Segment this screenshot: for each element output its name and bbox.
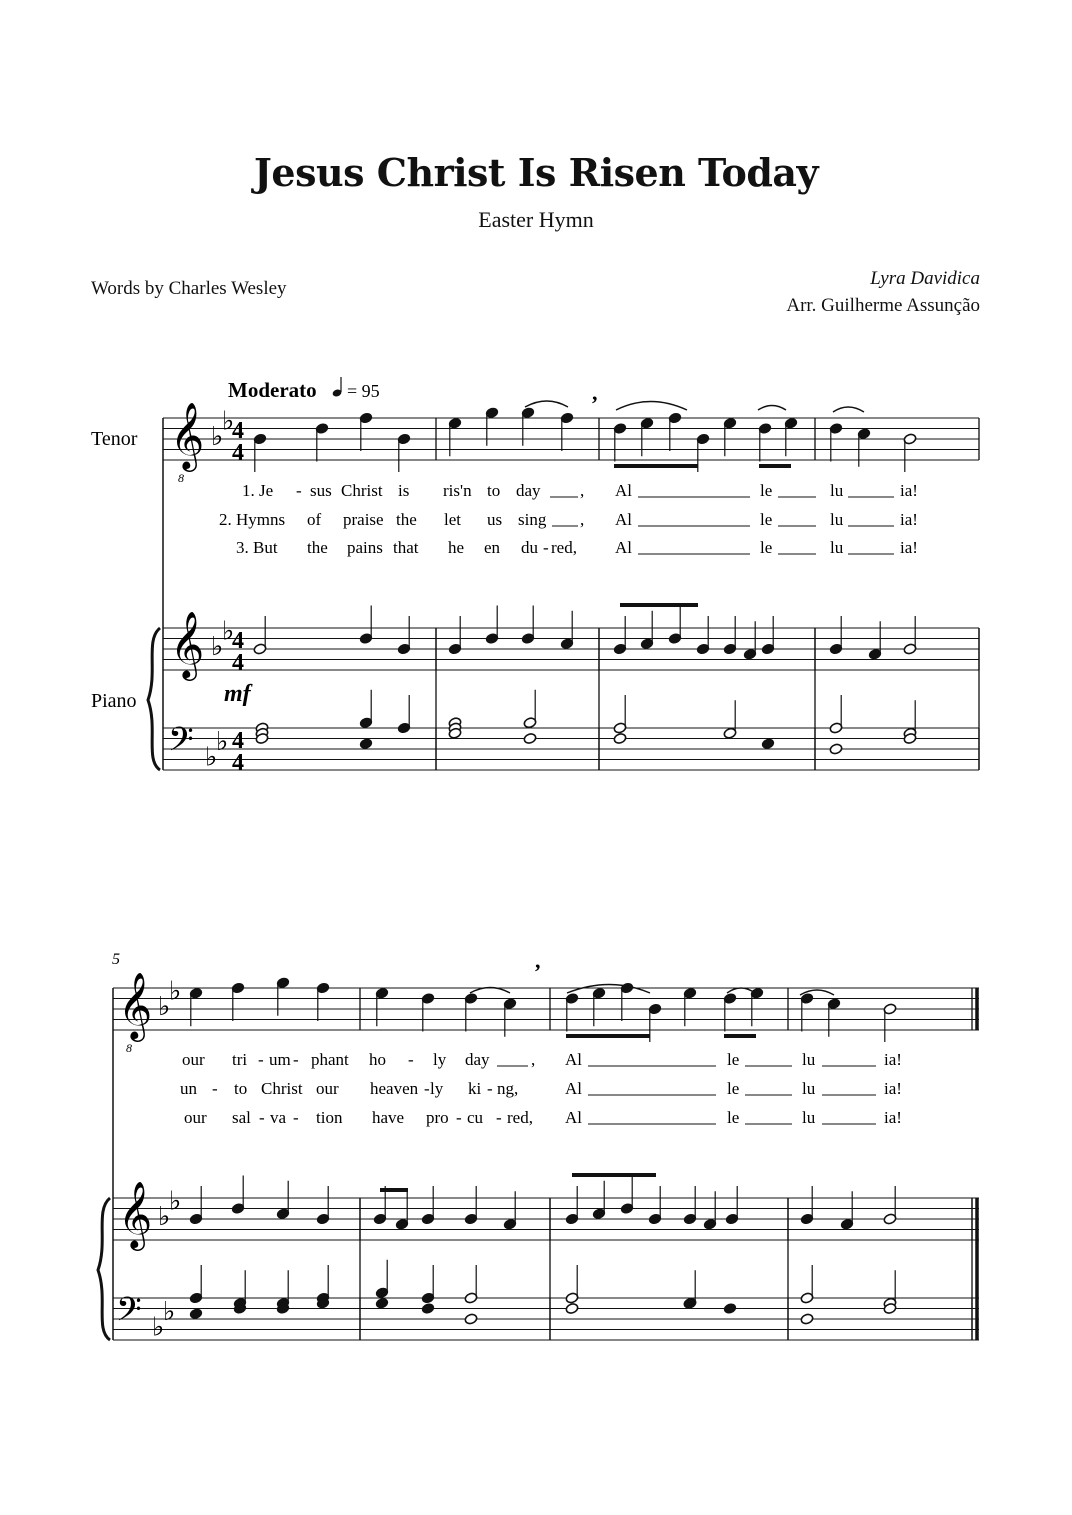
svg-text:♭: ♭ xyxy=(163,1296,176,1326)
tempo-marking: Moderato xyxy=(228,378,317,402)
svg-text:Christ: Christ xyxy=(261,1079,303,1098)
svg-text:the: the xyxy=(307,538,328,557)
svg-text:-: - xyxy=(456,1108,462,1127)
svg-text:ia!: ia! xyxy=(884,1079,902,1098)
lyric-extender-lines xyxy=(497,1066,876,1124)
svg-text:Al: Al xyxy=(615,481,632,500)
svg-text:lu: lu xyxy=(802,1079,816,1098)
lyrics-verse-2-line-2 xyxy=(180,1079,902,1098)
svg-text:Christ: Christ xyxy=(341,481,383,500)
svg-text:4: 4 xyxy=(232,440,244,466)
tempo-value: = 95 xyxy=(347,381,380,401)
lyricist-credit: Words by Charles Wesley xyxy=(91,278,287,299)
treble-8vb-clef-icon xyxy=(118,973,152,1055)
svg-text:3. But: 3. But xyxy=(236,538,278,557)
svg-text:sal: sal xyxy=(232,1108,251,1127)
svg-text:us: us xyxy=(487,510,503,529)
svg-text:4: 4 xyxy=(232,728,244,754)
svg-text:praise: praise xyxy=(343,510,384,529)
svg-text:Al: Al xyxy=(565,1050,582,1069)
svg-text:-: - xyxy=(424,1079,430,1098)
svg-text:-: - xyxy=(258,1050,264,1069)
svg-text:♭: ♭ xyxy=(158,992,171,1021)
svg-text:Al: Al xyxy=(565,1108,582,1127)
svg-text:our: our xyxy=(184,1108,207,1127)
treble-8vb-clef-icon xyxy=(170,403,204,485)
svg-text:,: , xyxy=(580,481,585,500)
svg-text:le: le xyxy=(760,481,773,500)
lyrics-verse-3-line-2 xyxy=(184,1108,902,1127)
quarter-note-icon xyxy=(332,377,343,398)
svg-text:♭: ♭ xyxy=(152,1312,165,1342)
breath-mark-icon: , xyxy=(592,380,598,405)
svg-text:8: 8 xyxy=(126,1041,132,1055)
svg-text:pains: pains xyxy=(347,538,383,557)
svg-text:♭: ♭ xyxy=(205,742,218,772)
svg-text:of: of xyxy=(307,510,322,529)
svg-text:our: our xyxy=(182,1050,205,1069)
svg-text:day: day xyxy=(516,481,541,500)
dynamic-marking: mf xyxy=(224,681,251,707)
svg-text:ly: ly xyxy=(430,1079,444,1098)
svg-text:red,: red, xyxy=(551,538,577,557)
svg-text:du: du xyxy=(521,538,538,557)
score-title: Jesus Christ Is Risen Today xyxy=(253,150,819,195)
svg-text:-: - xyxy=(293,1050,299,1069)
svg-text:phant: phant xyxy=(311,1050,349,1069)
svg-text:♭: ♭ xyxy=(158,1202,171,1231)
composer-credit: Lyra Davidica xyxy=(870,268,980,289)
svg-text:Al: Al xyxy=(615,510,632,529)
svg-text:red,: red, xyxy=(507,1108,533,1127)
piano-brace-icon xyxy=(98,1198,110,1340)
svg-text:♭: ♭ xyxy=(169,1186,182,1216)
svg-text:Al: Al xyxy=(565,1079,582,1098)
svg-text:ho: ho xyxy=(369,1050,386,1069)
svg-text:♭: ♭ xyxy=(222,616,235,646)
svg-text:the: the xyxy=(396,510,417,529)
svg-text:-: - xyxy=(293,1108,299,1127)
bass-clef-icon: 𝄢 xyxy=(116,1291,142,1336)
svg-text:,: , xyxy=(531,1050,536,1069)
treble-clef-icon: 𝄞 xyxy=(170,612,205,677)
svg-text:um: um xyxy=(269,1050,291,1069)
svg-text:ly: ly xyxy=(433,1050,447,1069)
svg-text:ia!: ia! xyxy=(900,538,918,557)
svg-text:lu: lu xyxy=(830,481,844,500)
svg-text:that: that xyxy=(393,538,419,557)
svg-text:day: day xyxy=(465,1050,490,1069)
svg-text:4: 4 xyxy=(232,628,244,654)
svg-text:le: le xyxy=(760,510,773,529)
svg-text:𝄞: 𝄞 xyxy=(118,973,153,1038)
piano-brace-icon xyxy=(148,628,160,770)
svg-text:let: let xyxy=(444,510,461,529)
svg-text:-: - xyxy=(408,1050,414,1069)
svg-text:va: va xyxy=(270,1108,287,1127)
svg-text:,: , xyxy=(580,510,585,529)
svg-text:have: have xyxy=(372,1108,405,1127)
piano-label: Piano xyxy=(91,690,137,712)
svg-text:our: our xyxy=(316,1079,339,1098)
score-subtitle: Easter Hymn xyxy=(478,207,594,232)
tenor-label: Tenor xyxy=(91,428,138,450)
time-signature xyxy=(232,418,244,776)
svg-text:-: - xyxy=(259,1108,265,1127)
svg-text:8: 8 xyxy=(178,471,184,485)
key-signature-flats-icon xyxy=(152,406,234,1341)
svg-text:♭: ♭ xyxy=(169,976,182,1006)
svg-text:cu: cu xyxy=(467,1108,484,1127)
lyrics-verse-1-line-2 xyxy=(182,1050,902,1069)
svg-text:pro: pro xyxy=(426,1108,449,1127)
svg-text:-: - xyxy=(543,538,549,557)
svg-text:4: 4 xyxy=(232,418,244,444)
svg-text:ia!: ia! xyxy=(884,1050,902,1069)
svg-text:he: he xyxy=(448,538,465,557)
svg-text:tri: tri xyxy=(232,1050,248,1069)
svg-text:tion: tion xyxy=(316,1108,343,1127)
svg-text:lu: lu xyxy=(830,538,844,557)
svg-text:-: - xyxy=(212,1079,218,1098)
svg-text:2. Hymns: 2. Hymns xyxy=(219,510,286,529)
svg-text:♭: ♭ xyxy=(222,406,235,436)
svg-text:to: to xyxy=(487,481,501,500)
svg-text:en: en xyxy=(484,538,501,557)
svg-text:le: le xyxy=(727,1079,740,1098)
svg-text:ris'n: ris'n xyxy=(443,481,472,500)
svg-text:-: - xyxy=(296,481,302,500)
lyrics-verse-1 xyxy=(242,481,918,500)
svg-text:4: 4 xyxy=(232,750,244,776)
svg-text:ki: ki xyxy=(468,1079,482,1098)
svg-text:le: le xyxy=(760,538,773,557)
svg-text:heaven: heaven xyxy=(370,1079,419,1098)
arranger-credit: Arr. Guilherme Assunção xyxy=(786,295,980,316)
svg-text:sus: sus xyxy=(310,481,332,500)
svg-text:lu: lu xyxy=(830,510,844,529)
svg-text:♭: ♭ xyxy=(211,632,224,661)
svg-text:♭: ♭ xyxy=(211,422,224,451)
svg-text:to: to xyxy=(234,1079,248,1098)
svg-text:un: un xyxy=(180,1079,197,1098)
svg-text:lu: lu xyxy=(802,1050,816,1069)
svg-text:-: - xyxy=(487,1079,493,1098)
svg-text:ia!: ia! xyxy=(900,510,918,529)
measure-number: 5 xyxy=(112,951,120,968)
svg-text:ia!: ia! xyxy=(900,481,918,500)
svg-text:is: is xyxy=(398,481,410,500)
breath-mark-icon: , xyxy=(535,948,541,973)
svg-text:𝄞: 𝄞 xyxy=(170,403,205,468)
svg-text:ia!: ia! xyxy=(884,1108,902,1127)
svg-text:Al: Al xyxy=(615,538,632,557)
bass-clef-icon: 𝄢 xyxy=(168,721,194,766)
svg-text:lu: lu xyxy=(802,1108,816,1127)
svg-text:♭: ♭ xyxy=(216,726,229,756)
svg-text:ng,: ng, xyxy=(497,1079,519,1098)
svg-text:le: le xyxy=(727,1050,740,1069)
svg-text:le: le xyxy=(727,1108,740,1127)
svg-text:4: 4 xyxy=(232,650,244,676)
svg-text:1. Je: 1. Je xyxy=(242,481,274,500)
svg-text:-: - xyxy=(496,1108,502,1127)
svg-text:sing: sing xyxy=(518,510,547,529)
treble-clef-icon: 𝄞 xyxy=(118,1182,153,1247)
